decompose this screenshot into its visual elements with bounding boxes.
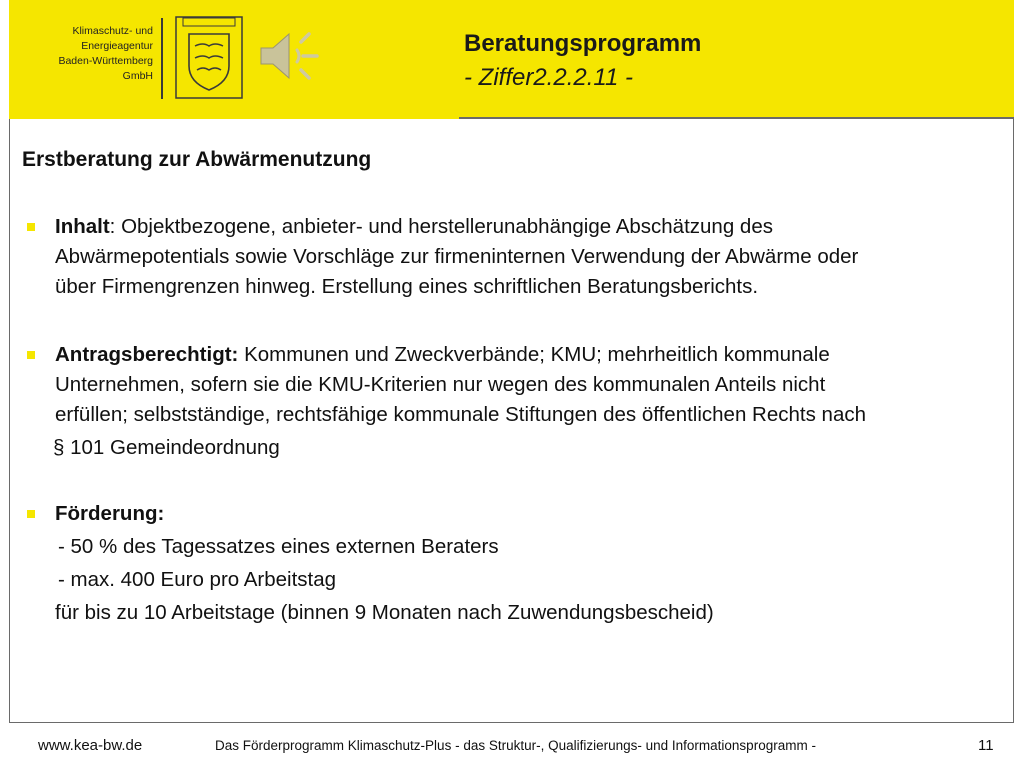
antrag-line: Unternehmen, sofern sie die KMU-Kriterien nur wegen des kommunalen Anteils nicht [55, 373, 826, 396]
inhalt-line: Abwärmepotentials sowie Vorschläge zur firmeninternen Verwendung der Abwärme oder [55, 245, 859, 268]
antrag-line: erfüllen; selbstständige, rechtsfähige kommunale Stiftungen des öffentlichen Rechts nach [55, 403, 867, 426]
inhalt-label: Inhalt [55, 215, 110, 238]
speaker-icon[interactable] [257, 28, 325, 84]
org-name [33, 24, 153, 84]
antrag-label: Antragsberechtigt: [55, 343, 239, 366]
inhalt-line: : Objektbezogene, anbieter- und herstellerunabhängige Abschätzung des [109, 215, 773, 238]
header-band [9, 0, 1014, 119]
org-name-line: Baden-Württemberg [58, 55, 153, 67]
inhalt-line: über Firmengrenzen hinweg. Erstellung eines schriftlichen Beratungsberichts. [55, 275, 759, 298]
bullet-marker [27, 223, 35, 231]
coat-of-arms-icon [175, 16, 243, 99]
logo-divider [161, 18, 163, 99]
org-name-line: Klimaschutz- und [72, 25, 153, 37]
org-name-line: GmbH [122, 70, 153, 82]
bullet-marker [27, 351, 35, 359]
paragraph-inhalt [55, 212, 1005, 302]
slide-subtitle: - Ziffer2.2.2.11 - [464, 64, 633, 91]
bullet-marker [27, 510, 35, 518]
footer-url[interactable]: www.kea-bw.de [38, 737, 143, 754]
foerderung-line: für bis zu 10 Arbeitstage (binnen 9 Monaten nach Zuwendungsbescheid) [55, 601, 714, 624]
footer-text: Das Förderprogramm Klimaschutz-Plus - das Struktur-, Qualifizierungs- und Informationsprogramm - [215, 738, 816, 753]
antrag-last-line: § 101 Gemeindeordnung [53, 436, 280, 459]
foerderung-line: - 50 % des Tagessatzes eines externen Beraters [58, 535, 499, 558]
foerderung-line: - max. 400 Euro pro Arbeitstag [58, 568, 337, 591]
page-number: 11 [978, 737, 994, 754]
content-heading: Erstberatung zur Abwärmenutzung [22, 148, 372, 171]
slide-title: Beratungsprogramm [464, 30, 702, 57]
org-name-line: Energieagentur [81, 40, 153, 52]
antrag-line: Kommunen und Zweckverbände; KMU; mehrheitlich kommunale [238, 343, 830, 366]
foerderung-label: Förderung: [55, 502, 165, 525]
paragraph-antrag [55, 340, 1005, 430]
